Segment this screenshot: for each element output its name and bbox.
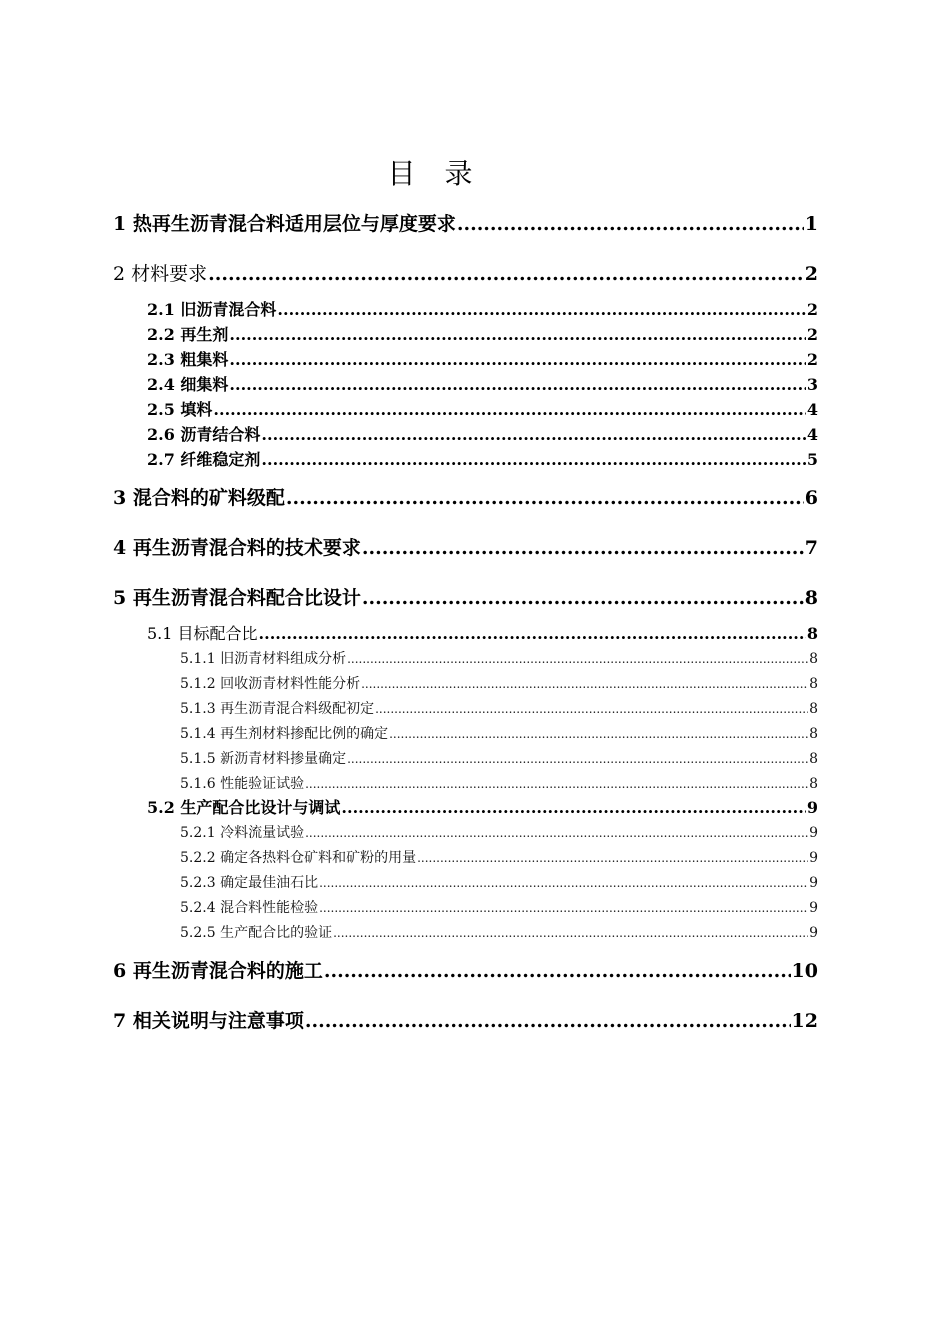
toc-entry-label: 5.2.5 生产配合比的验证 — [180, 925, 333, 941]
toc-leader — [341, 797, 805, 819]
toc-entry-label: 3 混合料的矿料级配 — [113, 487, 285, 509]
toc-entry-label: 4 再生沥青混合料的技术要求 — [113, 537, 361, 559]
toc-leader — [229, 324, 805, 346]
toc-leader — [362, 585, 804, 611]
toc-page-number: 8 — [809, 651, 818, 667]
toc-page-number: 8 — [806, 624, 818, 643]
toc-entry-5-2-3[interactable] — [180, 873, 818, 893]
toc-entry-5-1-5[interactable] — [180, 749, 818, 769]
toc-page-number: 5 — [806, 450, 818, 469]
toc-entry-label: 2.4 细集料 — [147, 375, 229, 394]
toc-page-number: 4 — [806, 400, 818, 419]
toc-entry-label: 5.1.4 再生剂材料掺配比例的确定 — [180, 726, 389, 742]
toc-leader — [286, 485, 804, 511]
toc-leader — [213, 399, 805, 421]
toc-entry-2-5[interactable] — [147, 399, 818, 421]
toc-entry-7[interactable] — [113, 1008, 818, 1034]
toc-page-number: 2 — [806, 325, 818, 344]
toc-entry-5-1-2[interactable] — [180, 674, 818, 694]
toc-entry-1[interactable] — [113, 211, 818, 237]
toc-page-number: 1 — [804, 213, 818, 235]
toc-entry-label: 7 相关说明与注意事项 — [113, 1010, 304, 1032]
toc-entry-label: 2.2 再生剂 — [147, 325, 229, 344]
toc-leader — [259, 623, 806, 645]
toc-entry-5-1[interactable] — [147, 623, 818, 645]
toc-page-number: 9 — [809, 900, 818, 916]
toc-entry-label: 1 热再生沥青混合料适用层位与厚度要求 — [113, 213, 456, 235]
toc-entry-label: 2.3 粗集料 — [147, 350, 229, 369]
toc-entry-4[interactable] — [113, 535, 818, 561]
toc-entry-label: 6 再生沥青混合料的施工 — [113, 960, 323, 982]
toc-entry-label: 2.7 纤维稳定剂 — [147, 450, 261, 469]
toc-entry-5-1-1[interactable] — [180, 649, 818, 669]
toc-page-number: 4 — [806, 425, 818, 444]
toc-entry-5-1-6[interactable] — [180, 774, 818, 794]
toc-page-number: 2 — [806, 350, 818, 369]
toc-leader — [319, 873, 808, 893]
toc-leader — [261, 449, 805, 471]
toc-entry-2-4[interactable] — [147, 374, 818, 396]
toc-entry-label: 5 再生沥青混合料配合比设计 — [113, 587, 361, 609]
toc-entry-2-3[interactable] — [147, 349, 818, 371]
toc-page-number: 12 — [791, 1010, 818, 1032]
toc-entry-2[interactable] — [113, 261, 818, 287]
toc-page-number: 8 — [809, 751, 818, 767]
toc-entry-5-2-2[interactable] — [180, 848, 818, 868]
toc-page-number: 3 — [806, 375, 818, 394]
toc-entry-5-1-4[interactable] — [180, 724, 818, 744]
toc-page-number: 2 — [806, 300, 818, 319]
toc-entry-5[interactable] — [113, 585, 818, 611]
toc-entry-2-2[interactable] — [147, 324, 818, 346]
toc-leader — [305, 774, 808, 794]
toc-leader — [361, 674, 808, 694]
toc-entry-5-2[interactable] — [147, 797, 818, 819]
toc-entry-2-7[interactable] — [147, 449, 818, 471]
toc-leader — [229, 349, 805, 371]
toc-page-number: 7 — [804, 537, 818, 559]
toc-leader — [457, 211, 804, 237]
toc-entry-label: 2.5 填料 — [147, 400, 213, 419]
toc-page-number: 9 — [809, 825, 818, 841]
toc-entry-5-1-3[interactable] — [180, 699, 818, 719]
toc-leader — [375, 699, 808, 719]
toc-entry-label: 2.6 沥青结合料 — [147, 425, 261, 444]
toc-entry-6[interactable] — [113, 958, 818, 984]
toc-leader — [333, 923, 808, 943]
toc-entry-5-2-1[interactable] — [180, 823, 818, 843]
toc-entry-label: 5.1 目标配合比 — [147, 624, 258, 643]
toc-leader — [305, 1008, 791, 1034]
toc-leader — [389, 724, 808, 744]
toc-entry-label: 5.2.4 混合料性能检验 — [180, 900, 319, 916]
toc-leader — [362, 535, 804, 561]
toc-page-number: 9 — [809, 875, 818, 891]
toc-entry-label: 5.1.1 旧沥青材料组成分析 — [180, 651, 347, 667]
toc-page-number: 6 — [804, 487, 818, 509]
toc-entry-label: 5.2 生产配合比设计与调试 — [147, 798, 341, 817]
toc-page-number: 9 — [809, 925, 818, 941]
toc-entry-label: 5.1.6 性能验证试验 — [180, 776, 305, 792]
toc-entry-label: 5.1.5 新沥青材料掺量确定 — [180, 751, 347, 767]
toc-page-number: 10 — [791, 960, 818, 982]
toc-page-number: 9 — [809, 850, 818, 866]
toc-entry-5-2-4[interactable] — [180, 898, 818, 918]
toc-page-number: 9 — [806, 798, 818, 817]
toc-leader — [324, 958, 791, 984]
toc-entry-2-6[interactable] — [147, 424, 818, 446]
toc-page-number: 8 — [809, 726, 818, 742]
toc-page-number: 2 — [804, 263, 818, 285]
toc-leader — [347, 749, 808, 769]
toc-leader — [305, 823, 808, 843]
toc-leader — [347, 649, 808, 669]
toc-entry-3[interactable] — [113, 485, 818, 511]
toc-leader — [277, 299, 805, 321]
toc-entry-2-1[interactable] — [147, 299, 818, 321]
toc-entry-label: 2 材料要求 — [113, 263, 208, 285]
toc-leader — [208, 261, 804, 287]
toc-entry-label: 5.2.1 冷料流量试验 — [180, 825, 305, 841]
toc-entry-5-2-5[interactable] — [180, 923, 818, 943]
toc-title: 目 录 — [387, 157, 483, 190]
toc-entry-label: 2.1 旧沥青混合料 — [147, 300, 277, 319]
toc-entry-label: 5.1.3 再生沥青混合料级配初定 — [180, 701, 375, 717]
toc-leader — [229, 374, 805, 396]
toc-page-number: 8 — [809, 676, 818, 692]
toc-entry-label: 5.1.2 回收沥青材料性能分析 — [180, 676, 361, 692]
toc-page-number: 8 — [809, 776, 818, 792]
toc-page-number: 8 — [804, 587, 818, 609]
toc-page-number: 8 — [809, 701, 818, 717]
toc-leader — [261, 424, 805, 446]
toc-leader — [319, 898, 808, 918]
toc-leader — [417, 848, 808, 868]
toc-entry-label: 5.2.3 确定最佳油石比 — [180, 875, 319, 891]
toc-entry-label: 5.2.2 确定各热料仓矿料和矿粉的用量 — [180, 850, 417, 866]
